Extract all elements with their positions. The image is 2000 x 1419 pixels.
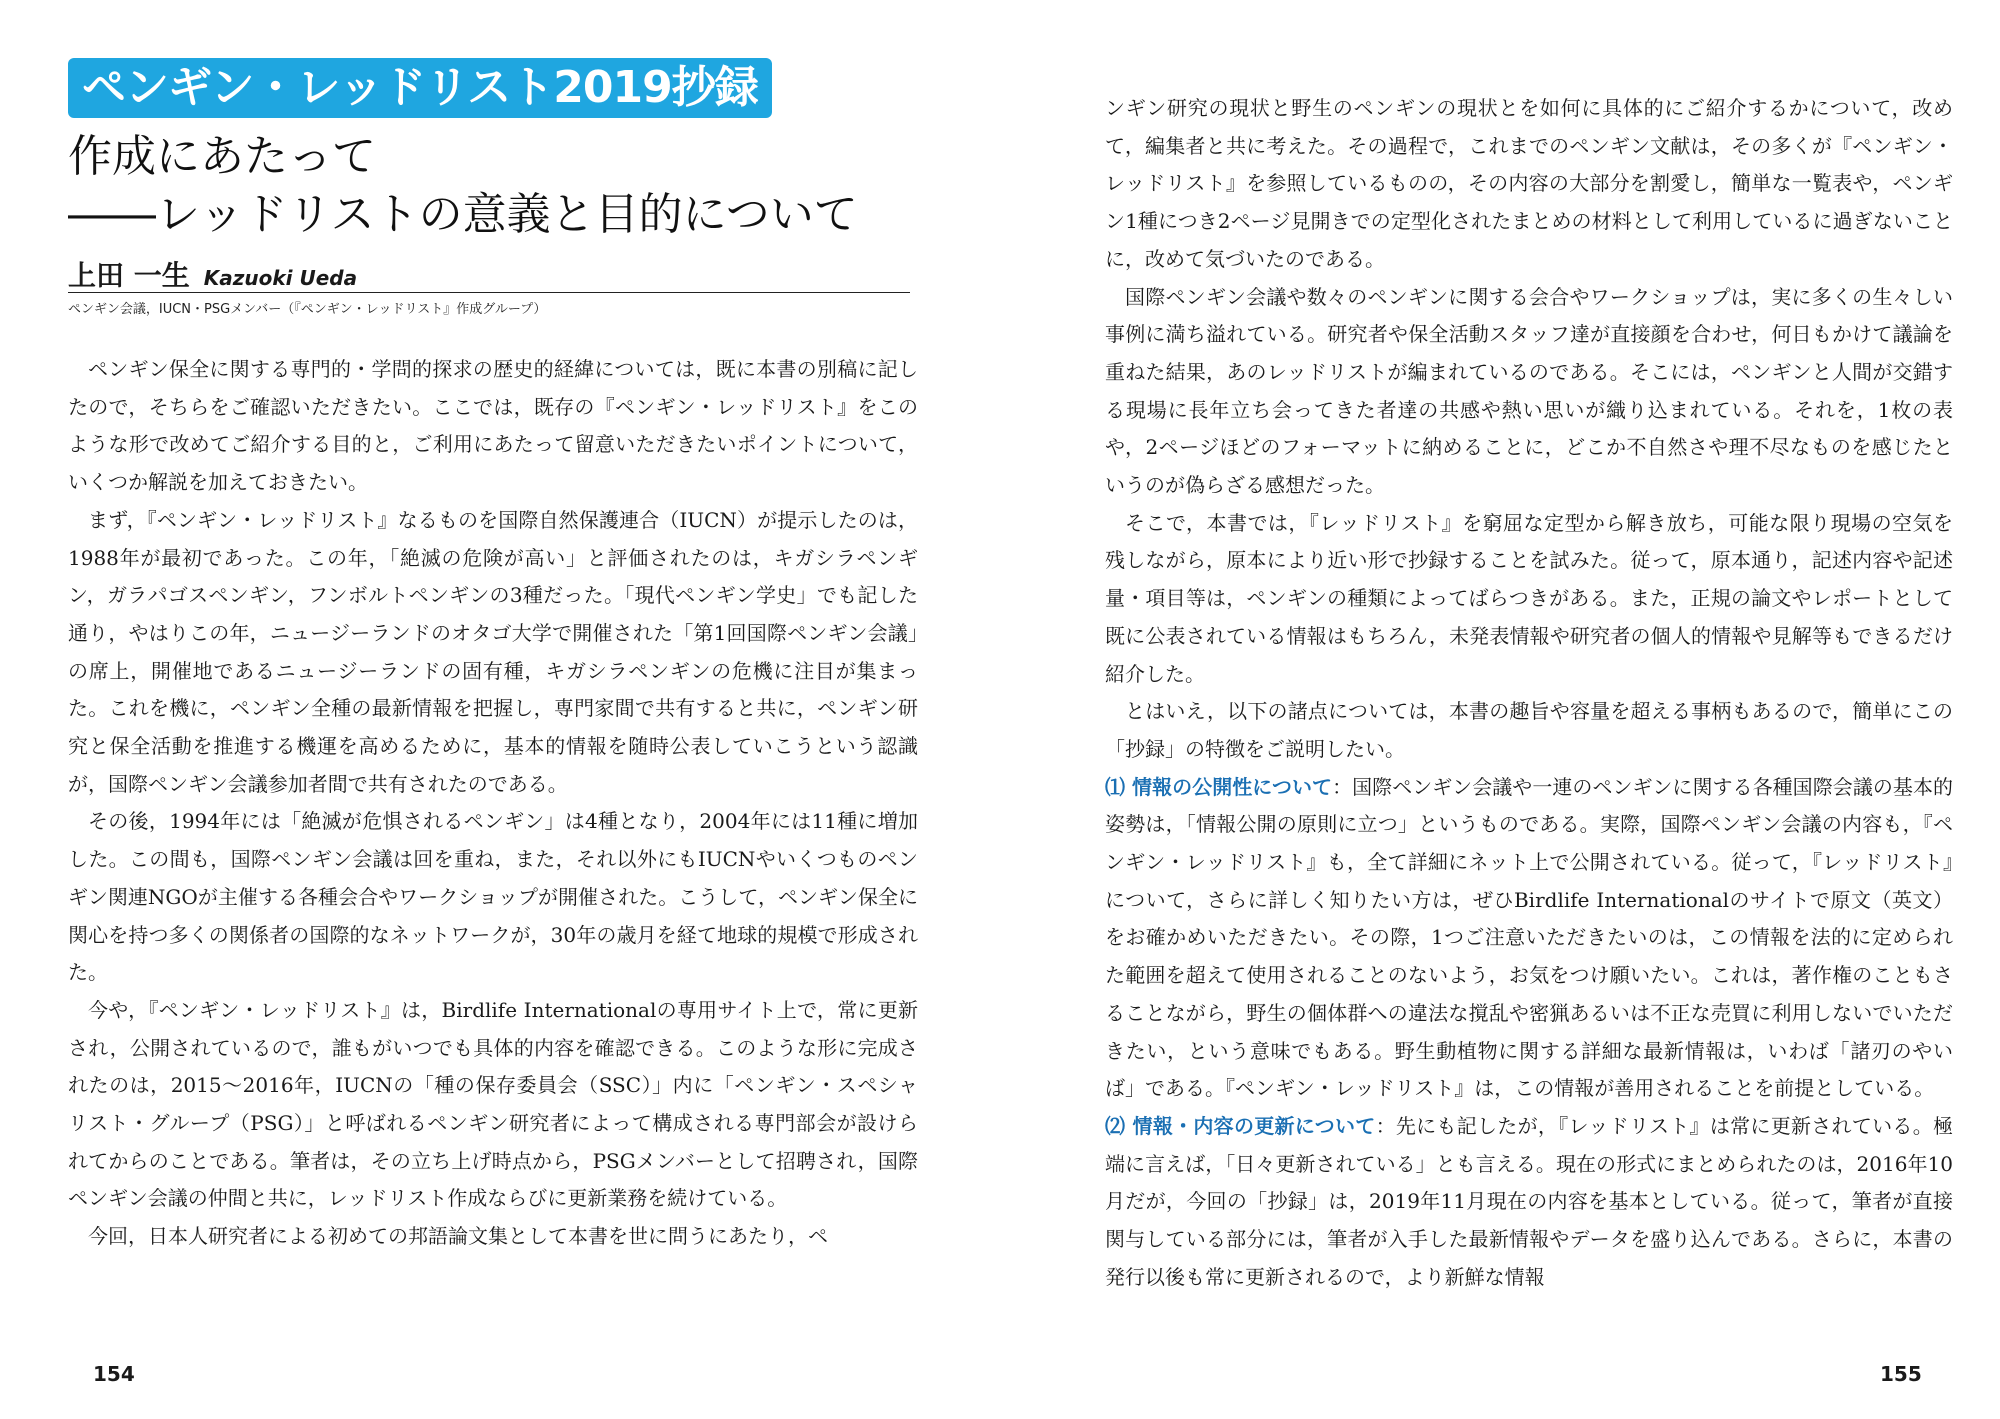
section-heading-1: ⑴ 情報の公開性について: [1105, 774, 1333, 799]
paragraph-text: 国際ペンギン会議や数々のペンギンに関する会合やワークショップは，実に多くの生々しい事例に満ち溢れている。研究者や保全活動スタッフ達が直接顔を合わせ，何日もかけて議論を重ねた結果，あのレッドリストが編まれているのである。そこには，ペンギンと人間が交錯する現場に長年立ち会ってきた者達の共感や熱い思いが織り込まれている。それを，1枚の表や，2ページほどのフォーマットに納めることに，どこか不自然さや理不尽なものを感じたというのが偽らざる感想だった。: [1105, 284, 1953, 498]
page-number-right: 155: [1880, 1362, 1922, 1386]
paragraph-text: ：先にも記したが，『レッドリスト』は常に更新されている。極端に言えば，「日々更新されている」とも言える。現在の形式にまとめられたのは，2016年10月だが，今回の「抄録」は，2019年11月現在の内容を基本としている。従って，筆者が直接関与している部分には，筆者が入手した最新情報やデータを盛り込んである。さらに，本書の発行以後も常に更新されるので，より新鮮な情報: [1105, 1113, 1953, 1289]
paragraph: 今回，日本人研究者による初めての邦語論文集として本書を世に問うにあたり，ペ: [88, 1224, 828, 1249]
paragraph: [1105, 279, 1953, 505]
paragraph: [1105, 505, 1953, 694]
author-romanized: Kazuoki Ueda: [203, 266, 358, 290]
article-title: [68, 128, 948, 244]
right-body-text: [1105, 90, 1953, 1297]
paragraph-text: ：国際ペンギン会議や一連のペンギンに関する各種国際会議の基本的姿勢は，「情報公開の原則に立つ」というものである。実際，国際ペンギン会議の内容も，『ペンギン・レッドリスト』も，全て詳細にネット上で公開されている。従って，『レッドリスト』について，さらに詳しく知りたい方は，ぜひBirdlife Internationalのサイトで原文（英文）をお確かめいただきたい。その際，1つご注意いただきたいのは，この情報を法的に定められた範囲を超えて使用されることのないよう，お気をつけ願いたい。これは，著作権のこともさることながら，野生の個体群への違法な撹乱や密猟あるいは不正な売買に利用しないでいただきたい，という意味でもある。野生動植物に関する詳細な最新情報は，いわば「諸刃のやいば」である。『ペンギン・レッドリスト』は，この情報が善用されることを前提としている。: [1105, 774, 1953, 1101]
title-line-1: 作成にあたって: [68, 131, 376, 182]
series-banner: ペンギン・レッドリスト2019抄録: [68, 58, 772, 118]
left-body-text: [68, 351, 918, 1256]
author-affiliation: ペンギン会議，IUCN・PSGメンバー（『ペンギン・レッドリスト』作成グループ）: [68, 302, 547, 317]
paragraph: まず，『ペンギン・レッドリスト』なるものを国際自然保護連合（IUCN）が提示したのは，1988年が最初であった。この年，「絶滅の危険が高い」と評価されたのは，キガシラペンギン，ガラパゴスペンギン，フンボルトペンギンの3種だった。「現代ペンギン学史」でも記した通り，やはりこの年，ニュージーランドのオタゴ大学で開催された「第1回国際ペンギン会議」の席上，開催地であるニュージーランドの固有種，キガシラペンギンの危機に注目が集まった。これを機に，ペンギン全種の最新情報を把握し，専門家間で共有すると共に，ペンギン研究と保全活動を推進する機運を高めるために，基本的情報を随時公表していこうという認識が，国際ペンギン会議参加者間で共有されたのである。: [68, 507, 918, 796]
paragraph: [1105, 90, 1953, 279]
paragraph: 今や，『ペンギン・レッドリスト』は，Birdlife Internationalの専用サイト上で，常に更新され，公開されているので，誰もがいつでも具体的内容を確認できる。このような形に完成されたのは，2015～2016年，IUCNの「種の保存委員会（SSC）」内に「ペンギン・スペシャリスト・グループ（PSG）」と呼ばれるペンギン研究者によって構成される専門部会が設けられてからのことである。筆者は，その立ち上げ時点から，PSGメンバーとして招聘され，国際ペンギン会議の仲間と共に，レッドリスト作成ならびに更新業務を続けている。: [68, 997, 918, 1211]
paragraph: [1105, 693, 1953, 768]
paragraph: [1105, 1108, 1953, 1297]
title-line-2: ――レッドリストの意義と目的について: [68, 189, 858, 240]
paragraph: その後，1994年には「絶滅が危惧されるペンギン」は4種となり，2004年には11種に増加した。この間も，国際ペンギン会議は回を重ね，また，それ以外にもIUCNやいくつものペンギン関連NGOが主催する各種会合やワークショップが開催された。こうして，ペンギン保全に関心を持つ多くの関係者の国際的なネットワークが，30年の歳月を経て地球的規模で形成された。: [68, 809, 918, 985]
page-number-left: 154: [93, 1362, 135, 1386]
author-name: 上田 一生: [68, 259, 190, 292]
paragraph-text: そこで，本書では，『レッドリスト』を窮屈な定型から解き放ち，可能な限り現場の空気を残しながら，原本により近い形で抄録することを試みた。従って，原本通り，記述内容や記述量・項目等は，ペンギンの種類によってばらつきがある。また，正規の論文やレポートとして既に公表されている情報はもちろん，未発表情報や研究者の個人的情報や見解等もできるだけ紹介した。: [1105, 510, 1953, 686]
paragraph-text: とはいえ，以下の諸点については，本書の趣旨や容量を超える事柄もあるので，簡単にこの「抄録」の特徴をご説明したい。: [1105, 699, 1953, 761]
right-page: [1000, 0, 2000, 1419]
paragraph: [1105, 769, 1953, 1108]
author-line: [68, 254, 910, 293]
section-heading-2: ⑵ 情報・内容の更新について: [1105, 1113, 1376, 1138]
paragraph: ペンギン保全に関する専門的・学問的探求の歴史的経緯については，既に本書の別稿に記したので，そちらをご確認いただきたい。ここでは，既存の『ペンギン・レッドリスト』をこのような形で改めてご紹介する目的と，ご利用にあたって留意いただきたいポイントについて，いくつか解説を加えておきたい。: [68, 357, 918, 495]
paragraph-text: ンギン研究の現状と野生のペンギンの現状とを如何に具体的にご紹介するかについて，改めて，編集者と共に考えた。その過程で，これまでのペンギン文献は，その多くが『ペンギン・レッドリスト』を参照しているものの，その内容の大部分を割愛し，簡単な一覧表や，ペンギン1種につき2ページ見開きでの定型化されたまとめの材料として利用しているに過ぎないことに，改めて気づいたのである。: [1105, 96, 1953, 271]
